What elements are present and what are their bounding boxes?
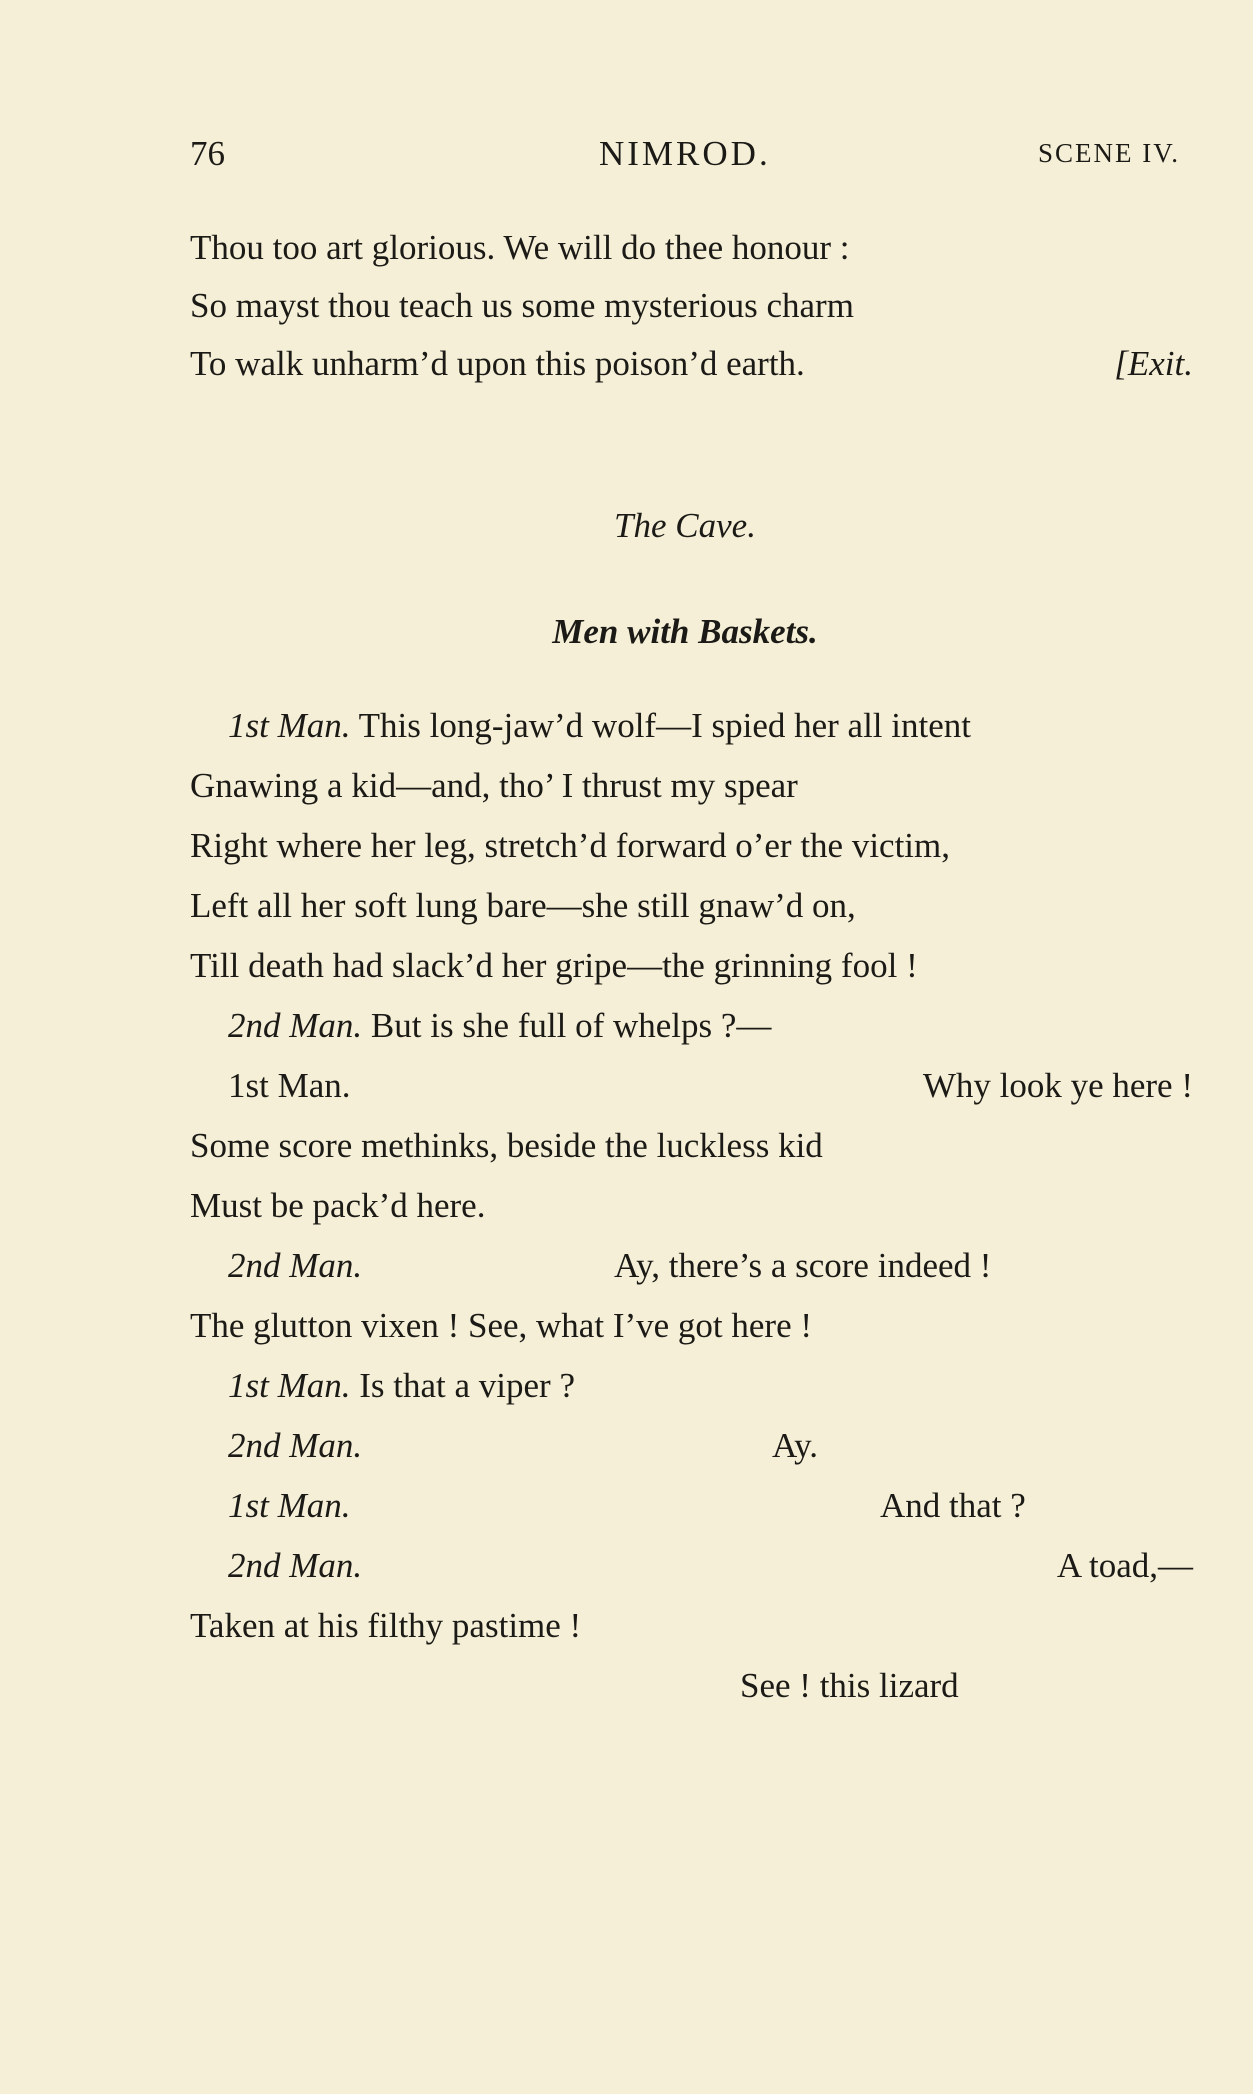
scene-heading: The Cave. [614,506,756,545]
scene-label: SCENE IV. [1037,138,1180,168]
stage-direction: Men with Baskets. [552,612,818,651]
speech-text: Ay. [772,1426,819,1465]
speech-text: And that ? [880,1486,1026,1525]
speech-text: Is that a viper ? [359,1366,575,1405]
speech-text: But is she full of whelps ?— [370,1006,772,1045]
running-title: NIMROD. [599,134,771,173]
speaker-1st-man: 1st Man. [228,1486,351,1525]
speaker-1st-man: 1st Man. [228,706,351,745]
speaker-1st-man: 1st Man. [228,1066,351,1105]
speaker-2nd-man: 2nd Man. [228,1426,363,1465]
dialogue-line-5: Till death had slack’d her gripe—the grinning fool ! [190,946,918,985]
page-number: 76 [190,134,225,173]
speaker-1st-man: 1st Man. [228,1366,351,1405]
verse-line-2: So mayst thou teach us some mysterious charm [190,286,854,325]
speaker-2nd-man: 2nd Man. [228,1006,363,1045]
speech-text: Ay, there’s a score indeed ! [614,1246,992,1285]
dialogue-line-2: Gnawing a kid—and, tho’ I thrust my spear [190,766,798,805]
dialogue-line-6 [228,1006,771,1046]
dialogue-line-12 [228,1366,575,1406]
dialogue-line-8: Some score methinks, beside the luckless kid [190,1126,823,1165]
dialogue-line-4: Left all her soft lung bare—she still gnaw’d on, [190,886,856,925]
speech-text: A toad,— [1056,1546,1193,1585]
dialogue-line-3: Right where her leg, stretch’d forward o’er the victim, [190,826,951,865]
verse-line-3: To walk unharm’d upon this poison’d earth. [190,344,805,383]
running-header [190,134,1180,178]
speaker-2nd-man: 2nd Man. [228,1546,363,1585]
dialogue-line-11: The glutton vixen ! See, what I’ve got here ! [190,1306,813,1345]
exit-direction: [Exit. [1114,344,1193,383]
speaker-2nd-man: 2nd Man. [228,1246,363,1285]
speech-text: This long-jaw’d wolf—I spied her all intent [358,706,971,745]
dialogue-line-17: See ! this lizard [740,1666,959,1705]
verse-line-1: Thou too art glorious. We will do thee honour : [190,228,850,267]
speech-text: Why look ye here ! [922,1066,1193,1105]
dialogue-line-16: Taken at his filthy pastime ! [190,1606,582,1645]
dialogue-line-1 [228,706,971,746]
dialogue-line-9: Must be pack’d here. [190,1186,486,1225]
